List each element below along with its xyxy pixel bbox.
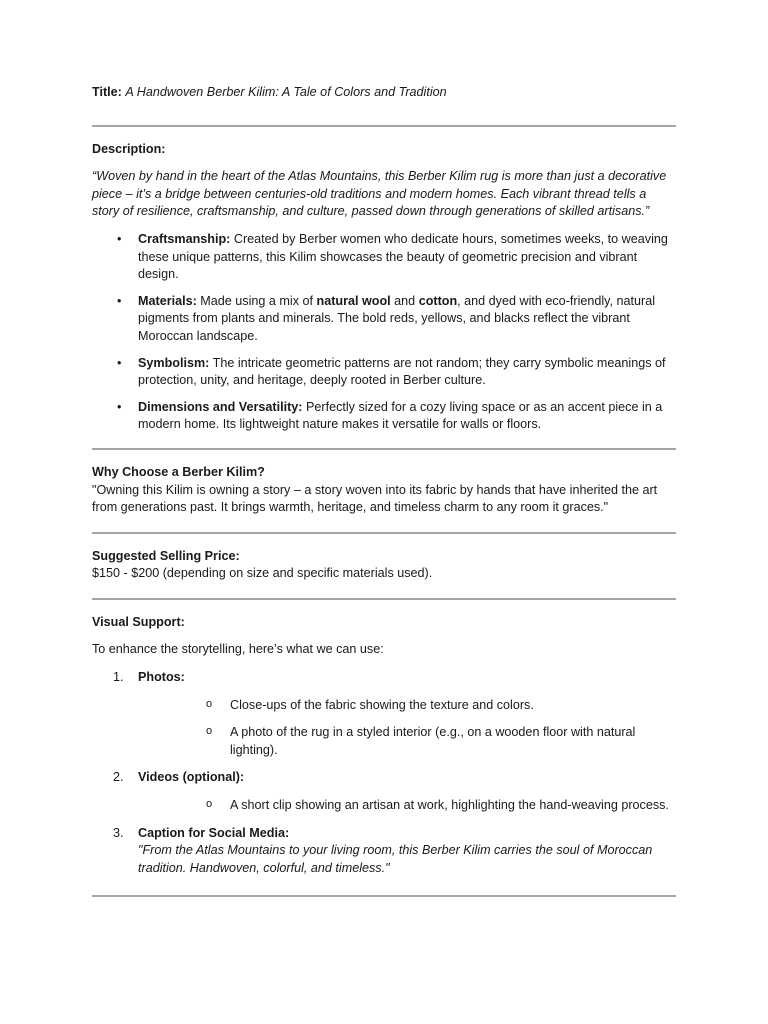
description-quote: “Woven by hand in the heart of the Atlas Mountains, this Berber Kilim rug is more than just a decorative piece – it’s a bridge between centuries-old traditions and modern homes. Each vibrant thread tells a story of resilience, craftsmanship, and culture, passed down through generations of skilled artisans.”: [92, 169, 667, 219]
sub-item: [138, 697, 676, 715]
item-label: Videos (optional):: [138, 770, 245, 785]
sub-bullet-glyph: o: [206, 798, 213, 811]
sub-item-text: A photo of the rug in a styled interior (e.g., on a wooden floor with natural lighting).: [230, 725, 636, 757]
list-item: [92, 355, 676, 390]
list-item: [92, 669, 676, 759]
sub-item: [138, 797, 676, 815]
list-item: [92, 399, 676, 434]
caption-text: "From the Atlas Mountains to your living room, this Berber Kilim carries the soul of Moroccan tradition. Handwoven, colorful, and timeless.": [138, 843, 653, 875]
bullet-glyph: •: [117, 231, 122, 246]
bullet-glyph: •: [117, 355, 122, 370]
divider: [92, 532, 676, 534]
visual-intro: To enhance the storytelling, here’s what we can use:: [92, 642, 384, 657]
feature-label: Materials:: [138, 293, 197, 308]
sub-item-text: Close-ups of the fabric showing the texture and colors.: [230, 697, 534, 712]
sub-list: [138, 697, 676, 760]
feature-text: Perfectly sized for a cozy living space or as an accent piece in a modern home. Its lightweight nature makes it versatile for walls or floors.: [138, 399, 663, 432]
why-heading: [92, 464, 676, 482]
divider: [92, 598, 676, 600]
title-text: A Handwoven Berber Kilim: A Tale of Colors and Tradition: [125, 85, 447, 99]
feature-text: Created by Berber women who dedicate hours, sometimes weeks, to weaving these unique patterns, this Kilim showcases the beauty of geometric precision and vibrant design.: [138, 231, 668, 282]
title-label: Title:: [92, 85, 122, 99]
feature-text: Made using a mix of: [196, 293, 317, 308]
feature-text: and: [390, 293, 419, 308]
description-heading-text: Description:: [92, 141, 166, 156]
feature-text: The intricate geometric patterns are not random; they carry symbolic meanings of protection, unity, and heritage, deeply rooted in Berber culture.: [138, 355, 666, 388]
price-text: $150 - $200 (depending on size and specific materials used).: [92, 566, 433, 581]
item-number: 1.: [113, 670, 124, 685]
item-number: 2.: [113, 770, 124, 785]
list-item: [92, 231, 676, 284]
visual-list: [92, 669, 676, 877]
why-text: "Owning this Kilim is owning a story – a story woven into its fabric by hands that have inherited the art from generations past. It brings warmth, heritage, and timeless charm to any room it graces.": [92, 482, 658, 515]
price-heading: [92, 548, 676, 566]
divider: [92, 125, 676, 127]
divider: [92, 448, 676, 450]
bullet-glyph: •: [117, 293, 122, 308]
visual-heading: [92, 614, 676, 632]
sub-item: [138, 724, 676, 759]
price-heading-text: Suggested Selling Price:: [92, 548, 240, 563]
feature-label: Craftsmanship:: [138, 231, 231, 246]
sub-bullet-glyph: o: [206, 725, 213, 738]
item-label: Photos:: [138, 670, 185, 685]
list-item: [92, 769, 676, 814]
list-item: [92, 825, 676, 878]
visual-heading-text: Visual Support:: [92, 614, 185, 629]
description-heading: [92, 141, 676, 159]
feature-list: [92, 231, 676, 434]
feature-text: , and dyed with eco-friendly, natural pigments from plants and minerals. The bold reds, yellows, and blacks reflect the vibrant Moroccan landscape.: [138, 293, 656, 343]
feature-bold: cotton: [418, 293, 458, 308]
why-heading-text: Why Choose a Berber Kilim?: [92, 464, 265, 479]
sub-bullet-glyph: o: [206, 697, 213, 710]
divider: [92, 895, 676, 897]
list-item: [92, 293, 676, 346]
feature-label: Dimensions and Versatility:: [138, 399, 303, 414]
feature-bold: natural wool: [316, 293, 391, 308]
sub-list: [138, 797, 676, 815]
bullet-glyph: •: [117, 399, 122, 414]
item-number: 3.: [113, 825, 124, 840]
feature-label: Symbolism:: [138, 355, 210, 370]
item-label: Caption for Social Media:: [138, 825, 290, 840]
title-line: [92, 84, 676, 102]
sub-item-text: A short clip showing an artisan at work, highlighting the hand-weaving process.: [230, 798, 669, 813]
